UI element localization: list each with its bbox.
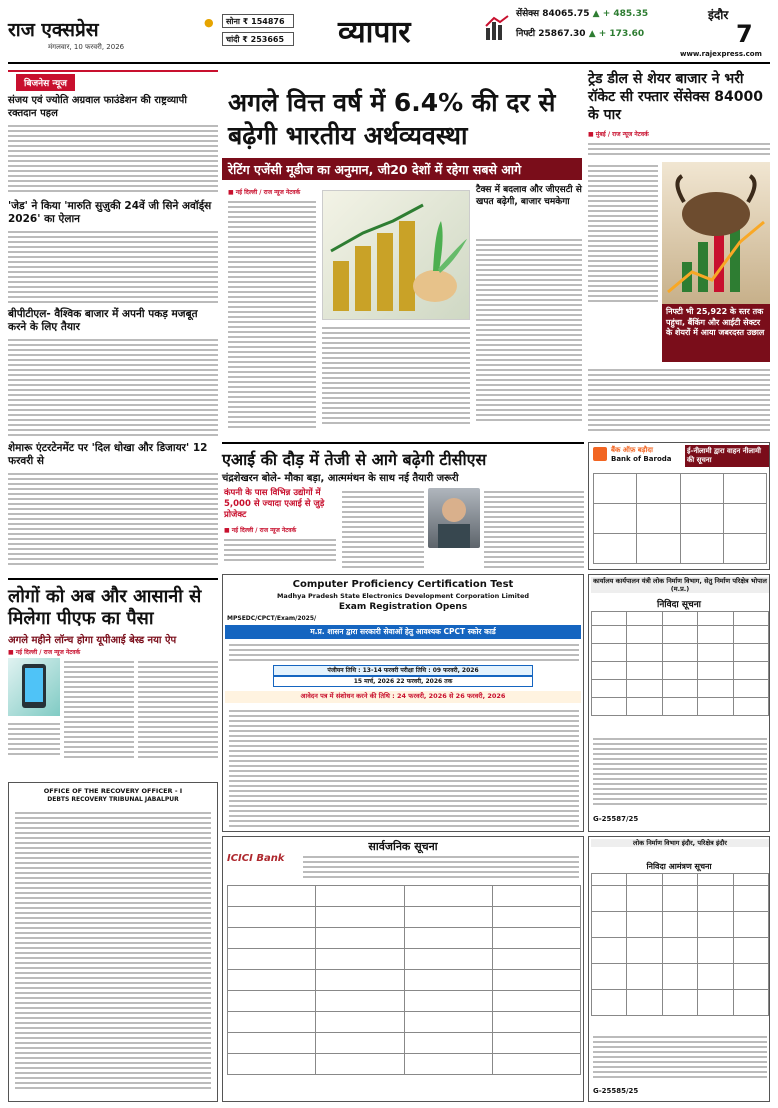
bank-name-en: Bank of Baroda bbox=[611, 455, 672, 463]
ai-headline: एआई की दौड़ में तेजी से आगे बढ़ेगी टीसीएस bbox=[222, 450, 487, 469]
business-news-tag: बिजनेस न्यूज bbox=[16, 74, 75, 91]
lead-body-col3 bbox=[476, 236, 582, 428]
drt-subtitle: DEBTS RECOVERY TRIBUNAL JABALPUR bbox=[47, 796, 179, 803]
news-body bbox=[8, 122, 218, 194]
trade-body bbox=[588, 162, 658, 302]
trade-body bbox=[588, 140, 770, 160]
up-arrow-icon: ▲ bbox=[592, 9, 600, 19]
silver-value: ₹ 253665 bbox=[242, 35, 285, 44]
news-headline: बीपीटीएल- वैश्विक बाजार में अपनी पकड़ मजबूत करने के लिए तैयार bbox=[8, 308, 198, 333]
cpct-banner: म.प्र. शासन द्वारा सरकारी सेवाओं हेतु आवश्यक CPCT स्कोर कार्ड bbox=[225, 625, 581, 639]
pf-subhead: अगले महीने लॉन्च होगा यूपीआई बेस्ड नया ऐप bbox=[8, 635, 177, 646]
pwd-title: कार्यालय कार्यपालन यंत्री लोक निर्माण विभाग, सेतु निर्माण परिक्षेत्र भोपाल (म.प्र.) bbox=[591, 577, 769, 593]
section-title: व्यापार bbox=[338, 15, 411, 50]
gold-icon: ● bbox=[204, 16, 214, 29]
location-icon: ■ bbox=[224, 527, 230, 534]
pwd2-code: G-25585/25 bbox=[593, 1087, 639, 1095]
section-rule bbox=[8, 70, 218, 72]
pwd2-title: लोक निर्माण विभाग इंदौर, परिक्षेत्र इंदौर bbox=[591, 839, 769, 847]
byline bbox=[8, 648, 80, 656]
bank-name: बैंक ऑफ़ बड़ौदा bbox=[611, 446, 653, 454]
lead-story bbox=[222, 68, 582, 440]
public-notice-title: सार्वजनिक सूचना bbox=[368, 840, 438, 853]
ai-story bbox=[222, 442, 584, 570]
byline-text: मुंबई / राज न्यूज नेटवर्क bbox=[595, 131, 649, 138]
side-headline: टैक्स में बदलाव और जीएसटी से खपत बढ़ेगी, बाजार चमकेगा bbox=[476, 185, 582, 207]
trade-headline: ट्रेड डील से शेयर बाजार ने भरी रॉकेट सी रफ्तार सेंसेक्स 84000 के पार bbox=[588, 71, 763, 123]
ai-body bbox=[342, 488, 424, 570]
pf-app-photo bbox=[8, 658, 60, 716]
byline-text: नई दिल्ली / राज न्यूज नेटवर्क bbox=[15, 649, 81, 656]
economy-photo bbox=[322, 190, 470, 320]
pwd-heading: निविदा सूचना bbox=[656, 600, 702, 610]
bullion-box bbox=[204, 14, 294, 50]
pf-headline: लोगों को अब और आसानी से मिलेगा पीएफ का पैसा bbox=[8, 586, 202, 629]
news-headline: शेमारू एंटरटेनमेंट पर 'दिल धोखा और डिजायर' 12 फरवरी से bbox=[8, 442, 208, 467]
location-icon: ■ bbox=[588, 131, 594, 138]
page-number: 7 bbox=[736, 20, 753, 48]
trade-body bbox=[588, 366, 770, 434]
pf-body bbox=[138, 658, 218, 758]
news-body bbox=[8, 228, 218, 304]
lead-headline: अगले वित्त वर्ष में 6.4% की दर से बढ़ेगी भारतीय अर्थव्यवस्था bbox=[228, 88, 556, 150]
bull-market-photo bbox=[662, 162, 770, 304]
lead-body-col1 bbox=[228, 198, 316, 428]
edition-city: इंदौर bbox=[708, 8, 729, 22]
cpct-deadline: आवेदन पत्र में संशोधन करने की तिथि : 24 फरवरी, 2026 से 26 फरवरी, 2026 bbox=[225, 691, 581, 703]
issue-date: मंगलवार, 10 फरवरी, 2026 bbox=[48, 43, 125, 51]
website-link[interactable]: www.rajexpress.com bbox=[680, 50, 762, 58]
cpct-body bbox=[229, 707, 579, 827]
silver-label: चांदी bbox=[226, 35, 240, 44]
gold-rate bbox=[222, 14, 294, 28]
pwd-tender-notice bbox=[588, 574, 770, 832]
public-notice-body bbox=[303, 853, 579, 881]
nifty-label: निफ्टी bbox=[516, 29, 536, 39]
byline-text: नई दिल्ली / राज न्यूज नेटवर्क bbox=[235, 189, 301, 196]
drt-body bbox=[15, 809, 211, 1097]
pwd2-table bbox=[591, 873, 769, 1016]
byline bbox=[588, 130, 649, 138]
nifty-change: + 173.60 bbox=[598, 29, 645, 39]
sensex-ticker bbox=[516, 6, 678, 22]
cpct-body bbox=[229, 641, 579, 663]
public-notice-table bbox=[227, 885, 581, 1075]
trade-deal-story bbox=[588, 68, 770, 438]
news-body bbox=[8, 336, 218, 438]
chart-icon bbox=[484, 14, 510, 42]
cpct-title: Computer Proficiency Certification Test bbox=[292, 579, 514, 590]
auction-table bbox=[593, 473, 767, 564]
pwd-indore-notice bbox=[588, 836, 770, 1102]
auction-notice-title: ई-नीलामी द्वारा वाहन नीलामी की सूचना bbox=[685, 445, 769, 467]
pf-body bbox=[64, 658, 134, 758]
ai-subhead: चंद्रशेखरन बोले- मौका बड़ा, आत्ममंथन के साथ नई तैयारी जरूरी bbox=[222, 473, 459, 484]
drt-title: OFFICE OF THE RECOVERY OFFICER - I bbox=[43, 787, 183, 795]
location-icon: ■ bbox=[8, 649, 14, 656]
news-headline: संजय एवं ज्योति अग्रवाल फाउंडेशन की राष्ट्रव्यापी रक्तदान पहल bbox=[8, 95, 187, 119]
chairman-photo bbox=[428, 488, 480, 548]
sensex-change: + 485.35 bbox=[602, 9, 649, 19]
pwd-table bbox=[591, 611, 769, 716]
pwd2-heading: निविदा आमंत्रण सूचना bbox=[646, 862, 712, 871]
pwd-body bbox=[593, 735, 767, 809]
icici-public-notice bbox=[222, 836, 584, 1102]
cpct-dates-row: पंजीयन तिथि : 13-14 फरवरी परीक्षा तिथि : 09 फरवरी, 2026 bbox=[273, 665, 533, 676]
news-headline: 'जेड' ने किया 'मारुति सुज़ुकी 24वें जी सिने अवॉर्ड्स 2026' का ऐलान bbox=[8, 200, 212, 225]
pf-body bbox=[8, 720, 60, 758]
masthead bbox=[8, 6, 770, 62]
byline-text: नई दिल्ली / राज न्यूज नेटवर्क bbox=[231, 527, 297, 534]
byline bbox=[228, 188, 300, 196]
brand-name: राज एक्सप्रेस bbox=[8, 19, 99, 41]
business-news-column bbox=[8, 70, 218, 570]
silver-rate bbox=[222, 32, 294, 46]
byline bbox=[224, 526, 296, 534]
icici-logo: ICICI Bank bbox=[227, 853, 285, 864]
cpct-exam-ad bbox=[222, 574, 584, 832]
cpct-org: Madhya Pradesh State Electronics Development Corporation Limited bbox=[276, 592, 530, 600]
nifty-ticker bbox=[516, 26, 678, 42]
sensex-value: 84065.75 bbox=[542, 9, 590, 19]
ai-body bbox=[484, 488, 584, 570]
bank-auction-ad bbox=[588, 442, 770, 570]
cpct-dates-row: 15 मार्च, 2026 22 फरवरी, 2026 तक bbox=[273, 676, 533, 687]
location-icon: ■ bbox=[228, 189, 234, 196]
masthead-rule bbox=[8, 62, 770, 64]
nifty-value: 25867.30 bbox=[538, 29, 586, 39]
lead-body-col2 bbox=[322, 324, 470, 428]
lead-subhead: रेटिंग एजेंसी मूडीज का अनुमान, जी20 देशों में रहेगा सबसे आगे bbox=[222, 158, 582, 180]
gold-label: सोना bbox=[226, 17, 240, 26]
up-arrow-icon: ▲ bbox=[588, 29, 596, 39]
bank-logo-icon bbox=[593, 447, 607, 461]
sensex-label: सेंसेक्स bbox=[516, 9, 540, 19]
news-body bbox=[8, 470, 218, 566]
cpct-subtitle: Exam Registration Opens bbox=[338, 602, 468, 612]
pwd-code: G-25587/25 bbox=[593, 815, 639, 823]
ai-pull-quote: कंपनी के पास विभिन्न उद्योगों में 5,000 से ज्यादा एआई से जुड़े प्रोजेक्ट bbox=[224, 488, 325, 520]
photo-caption: निफ्टी भी 25,922 के स्तर तक पहुंचा, बैंकिंग और आईटी सेक्टर के शेयरों में आया जबरदस्त उछाल bbox=[662, 304, 770, 362]
ai-body bbox=[224, 536, 336, 570]
cpct-code: MPSEDC/CPCT/Exam/2025/ bbox=[227, 615, 317, 622]
pwd2-body bbox=[593, 1033, 767, 1083]
gold-value: ₹ 154876 bbox=[242, 17, 285, 26]
drt-notice bbox=[8, 782, 218, 1102]
